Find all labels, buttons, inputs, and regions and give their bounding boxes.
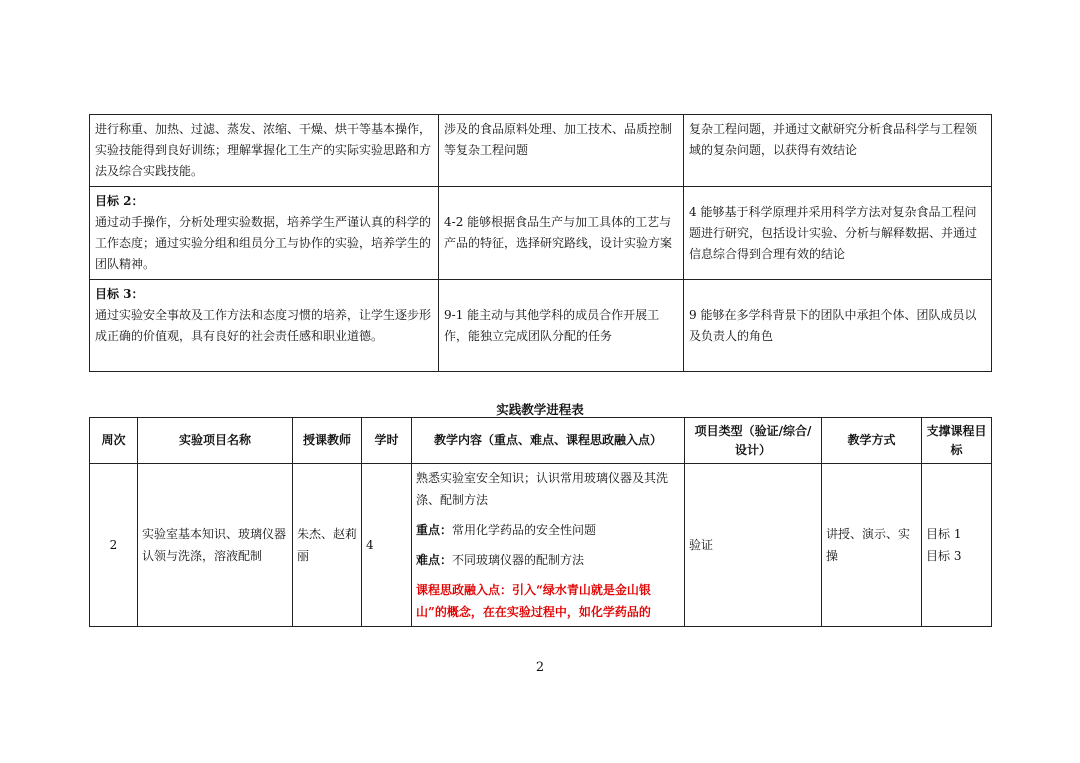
objective-2-label: 目标 2： bbox=[95, 194, 144, 208]
row-week: 2 bbox=[90, 464, 138, 627]
objective-1-requirement: 复杂工程问题，并通过文献研究分析食品科学与工程领域的复杂问题，以获得有效结论 bbox=[684, 115, 992, 187]
objective-2-requirement: 4 能够基于科学原理并采用科学方法对复杂食品工程问题进行研究，包括设计实验、分析与解释数据、并通过信息综合得到合理有效的结论 bbox=[684, 187, 992, 280]
goal-1: 目标 1 bbox=[926, 527, 962, 541]
page-number: 2 bbox=[535, 660, 545, 675]
objective-1-indicator: 涉及的食品原料处理、加工技术、品质控制等复杂工程问题 bbox=[439, 115, 684, 187]
header-goals: 支撑课程目标 bbox=[922, 418, 992, 464]
difficulty-label: 难点： bbox=[416, 553, 453, 567]
row-project: 实验室基本知识、玻璃仪器认领与洗涤，溶液配制 bbox=[138, 464, 293, 627]
key-point-label: 重点： bbox=[416, 523, 453, 537]
key-point-text: 常用化学药品的安全性问题 bbox=[452, 523, 597, 537]
objective-3-indicator: 9-1 能主动与其他学科的成员合作开展工作，能独立完成团队分配的任务 bbox=[439, 280, 684, 372]
schedule-title: 实践教学进程表 bbox=[496, 402, 584, 417]
objective-3-requirement: 9 能够在多学科背景下的团队中承担个体、团队成员以及负责人的角色 bbox=[684, 280, 992, 372]
table-row bbox=[90, 464, 992, 627]
row-hours: 4 bbox=[362, 464, 412, 627]
objective-3-label: 目标 3： bbox=[95, 287, 144, 301]
header-teacher: 授课教师 bbox=[293, 418, 362, 464]
header-type: 项目类型（验证/综合/设计） bbox=[685, 418, 822, 464]
course-objectives-table bbox=[89, 114, 992, 372]
row-teacher: 朱杰、赵莉丽 bbox=[293, 464, 362, 627]
header-project: 实验项目名称 bbox=[138, 418, 293, 464]
objective-row-1 bbox=[90, 115, 992, 187]
row-content bbox=[412, 464, 685, 627]
objective-row-2 bbox=[90, 187, 992, 280]
row-method: 讲授、演示、实操 bbox=[822, 464, 922, 627]
goal-3: 目标 3 bbox=[926, 549, 962, 563]
schedule-header-row bbox=[90, 418, 992, 464]
objective-1-description: 进行称重、加热、过滤、蒸发、浓缩、干燥、烘干等基本操作，实验技能得到良好训练；理解掌握化工生产的实际实验思路和方法及综合实践技能。 bbox=[90, 115, 439, 187]
objective-3-description: 通过实验安全事故及工作方法和态度习惯的培养，让学生逐步形成正确的价值观，具有良好的社会责任感和职业道德。 bbox=[95, 308, 432, 343]
difficulty-text: 不同玻璃仪器的配制方法 bbox=[452, 553, 585, 567]
header-week: 周次 bbox=[90, 418, 138, 464]
schedule-table bbox=[89, 417, 992, 627]
objective-2-indicator: 4-2 能够根据食品生产与加工具体的工艺与产品的特征，选择研究路线，设计实验方案 bbox=[439, 187, 684, 280]
ideology-point: 课程思政融入点：引入“绿水青山就是金山银山”的概念，在在实验过程中，如化学药品的 bbox=[416, 583, 651, 619]
header-method: 教学方式 bbox=[822, 418, 922, 464]
header-hours: 学时 bbox=[362, 418, 412, 464]
header-content: 教学内容（重点、难点、课程思政融入点） bbox=[412, 418, 685, 464]
objective-2-description: 通过动手操作，分析处理实验数据，培养学生严谨认真的科学的工作态度；通过实验分组和组员分工与协作的实验，培养学生的团队精神。 bbox=[95, 215, 432, 271]
content-intro: 熟悉实验室安全知识；认识常用玻璃仪器及其洗涤、配制方法 bbox=[416, 471, 669, 507]
objective-row-3 bbox=[90, 280, 992, 372]
row-goals bbox=[922, 464, 992, 627]
row-type: 验证 bbox=[685, 464, 822, 627]
